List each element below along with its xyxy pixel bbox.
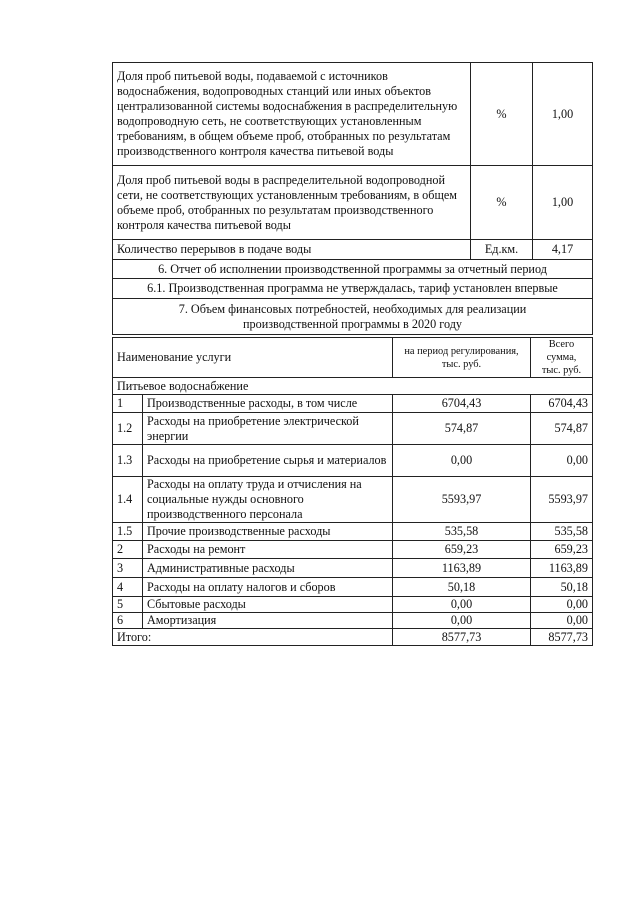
- row-total: 0,00: [531, 613, 593, 629]
- row-period: 659,23: [393, 541, 531, 559]
- row-number: 1.3: [113, 445, 143, 477]
- row-number: 5: [113, 597, 143, 613]
- row-number: 2: [113, 541, 143, 559]
- row-number: 1.5: [113, 523, 143, 541]
- table-row: [113, 477, 593, 523]
- indicator-row: [113, 240, 593, 260]
- header-service-name: Наименование услуги: [113, 338, 393, 378]
- row-period: 0,00: [393, 597, 531, 613]
- row-number: 1.4: [113, 477, 143, 523]
- row-total: 50,18: [531, 578, 593, 597]
- table-row: [113, 413, 593, 445]
- indicator-value: 4,17: [533, 240, 593, 260]
- row-period: 574,87: [393, 413, 531, 445]
- row-period: 0,00: [393, 613, 531, 629]
- row-period: 5593,97: [393, 477, 531, 523]
- table-row: [113, 523, 593, 541]
- total-total: 8577,73: [531, 629, 593, 646]
- total-row: [113, 629, 593, 646]
- row-name: Расходы на оплату налогов и сборов: [143, 578, 393, 597]
- indicator-unit: Ед.км.: [471, 240, 533, 260]
- row-name: Расходы на приобретение электрической энергии: [143, 413, 393, 445]
- row-period: 535,58: [393, 523, 531, 541]
- table-row: [113, 613, 593, 629]
- indicator-row: [113, 166, 593, 240]
- row-period: 50,18: [393, 578, 531, 597]
- row-name: Административные расходы: [143, 559, 393, 578]
- row-name: Расходы на оплату труда и отчисления на социальные нужды основного производственного персонала: [143, 477, 393, 523]
- row-total: 0,00: [531, 597, 593, 613]
- header-period: на период регулирования, тыс. руб.: [393, 338, 531, 378]
- row-total: 659,23: [531, 541, 593, 559]
- row-name: Прочие производственные расходы: [143, 523, 393, 541]
- indicator-unit: %: [471, 63, 533, 166]
- row-total: 535,58: [531, 523, 593, 541]
- section7-title: 7. Объем финансовых потребностей, необходимых для реализации производственной программы в 2020 году: [113, 299, 593, 335]
- finance-header-row: [113, 338, 593, 378]
- row-total: 1163,89: [531, 559, 593, 578]
- indicators-table: [112, 62, 593, 335]
- row-name: Расходы на ремонт: [143, 541, 393, 559]
- row-number: 1: [113, 395, 143, 413]
- row-name: Сбытовые расходы: [143, 597, 393, 613]
- section6-1-text: 6.1. Производственная программа не утверждалась, тариф установлен впервые: [113, 279, 593, 299]
- total-period: 8577,73: [393, 629, 531, 646]
- row-name: Расходы на приобретение сырья и материалов: [143, 445, 393, 477]
- row-period: 0,00: [393, 445, 531, 477]
- table-row: [113, 597, 593, 613]
- row-name: Амортизация: [143, 613, 393, 629]
- table-row: [113, 395, 593, 413]
- row-total: 6704,43: [531, 395, 593, 413]
- row-number: 3: [113, 559, 143, 578]
- row-number: 1.2: [113, 413, 143, 445]
- table-row: [113, 578, 593, 597]
- service-group-label: Питьевое водоснабжение: [113, 378, 593, 395]
- finance-table: [112, 337, 593, 646]
- table-row: [113, 445, 593, 477]
- row-period: 6704,43: [393, 395, 531, 413]
- row-period: 1163,89: [393, 559, 531, 578]
- indicator-name: Доля проб питьевой воды в распределительной водопроводной сети, не соответствующих установленным требованиям, в общем объеме проб, отобранных по результатам производственного контроля качества питьевой воды: [113, 166, 471, 240]
- table-row: [113, 559, 593, 578]
- indicator-value: 1,00: [533, 63, 593, 166]
- row-number: 6: [113, 613, 143, 629]
- row-total: 0,00: [531, 445, 593, 477]
- total-label: Итого:: [113, 629, 393, 646]
- row-name: Производственные расходы, в том числе: [143, 395, 393, 413]
- indicator-name: Количество перерывов в подаче воды: [113, 240, 471, 260]
- row-total: 574,87: [531, 413, 593, 445]
- indicator-name: Доля проб питьевой воды, подаваемой с источников водоснабжения, водопроводных станций или иных объектов централизованной системы водоснабжения в распределительную водопроводную сеть, не соответствующих установленным требованиям, в общем объеме проб, отобранных по результатам производственного контроля качества питьевой воды: [113, 63, 471, 166]
- header-total: Всего сумма, тыс. руб.: [531, 338, 593, 378]
- indicator-unit: %: [471, 166, 533, 240]
- indicator-row: [113, 63, 593, 166]
- table-row: [113, 541, 593, 559]
- section6-title: 6. Отчет об исполнении производственной программы за отчетный период: [113, 260, 593, 279]
- indicator-value: 1,00: [533, 166, 593, 240]
- row-total: 5593,97: [531, 477, 593, 523]
- row-number: 4: [113, 578, 143, 597]
